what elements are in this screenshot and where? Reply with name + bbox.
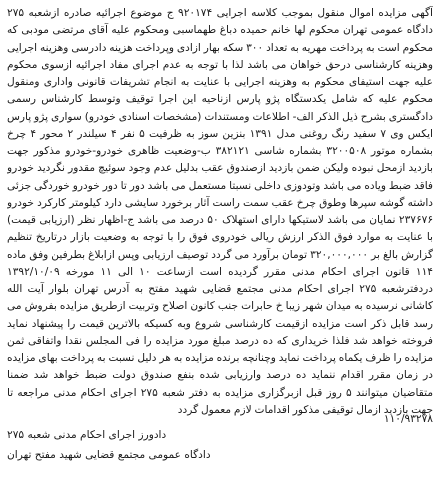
signature-title: دادورز اجرای احکام مدنی شعبه ۲۷۵	[7, 429, 167, 441]
notice-footer	[7, 413, 433, 477]
signature-court: دادگاه عمومی مجتمع قضایی شهید مفتح تهران	[7, 449, 211, 461]
reference-number: ۱۱۰/۹۳۲۷۸	[383, 413, 433, 425]
notice-body: آگهی مزایده اموال منقول بموجب کلاسه اجرایی ۹۲۰۱۷۴ ج موضوع اجرائیه صادره ازشعبه ۲۷۵ دادگاه عمومی تهران محکوم لها خانم حمیده دباغ طهماسبی ومحکوم علیه آقای مرتضی مودبی که محکوم است به پرداخت مهریه به تعداد ۳۰۰ سکه بهار ازادی وپرداخت هزینه دادرسی وهزینه اجرایی وهزینه کارشناسی درحق خواهان می باشد لذا با توجه به عدم اجرای مفاد اجرائیه ازسوی محکوم علیه جهت استیفای محکوم به وهزینه اجرایی با عنایت به انجام تشریفات قانونی واداری ومنقول محکوم علیه که شامل یکدستگاه پژو پارس ازناحیه این اجرا توقیف وتوسط کارشناس رسمی دادگستری بشرح ذیل الذکر الف- اطلاعات ومستندات (مشخصات اسنادی خودرو) سواری پژو پارس ایکس وی ۷ سفید رنگ روغنی مدل ۱۳۹۱ بنزین سوز به ظرفیت ۵ نفر ۴ سیلندر ۲ محور ۴ چرخ بشماره موتور ۳۲۰۰۵۰۸ بشماره شاسی ۳۸۲۱۲۱ ب-وضعیت ظاهری خودرو-خودرو مذکور جهت بازدید ازمحل نبوده ولیکن ضمن بازدید ازصندوق عقب بدلیل عدم وجود سوئیچ مقدور نگردید خودرو فاقد ضبط ویاده می باشد وتودوزی داخلی نسبتا مستعمل می باشد دور تا دور خودرو خوردگی جزئی داشته گوشه سپرها وطوق چرخ عقب سمت راست آثار برخورد سایشی دارد کیلومتر کارکرد خودرو ۲۳۷۶۷۶ نمایان می باشد لاستیکها دارای استهلاک ۵۰ درصد می باشد ج-اظهار نظر (ارزیابی قیمت) با عنایت به موارد فوق الذکر ارزش ریالی خودروی فوق را با توجه به وضعیت بازار درتاریخ تنظیم گزارش بالغ بر ۳۲۰,۰۰۰,۰۰۰ تومان برآورد می گردد توصیف ارزیابی وپس ازابلاغ بطرفین وفق ماده ۱۱۴ قانون اجرای احکام مدنی مقرر گردیده است ازساعت ۱۰ الی ۱۱ مورخه ۱۳۹۲/۱۰/۰۹ دردفترشعبه ۲۷۵ اجرای احکام مدنی مجتمع قضایی شهید مفتح به آدرس تهران بلوار آیت الله کاشانی نرسیده به میدان شهر زیبا خ حابرات جنب کانون اصلاح وتربیت ازطریق مزایده بفروش می رسد قابل ذکر است مزایده ازقیمت کارشناسی شروع وبه کسیکه بالاترین قیمت را پیشنهاد نماید فروخته خواهد شد فلذا خریداری که ده درصد مبلغ مورد مزایده را فی المجلس نقدا واتفاقی ثمن مزایده را ظرف یکماه پرداخت نماید وچنانچه برنده مزایده به هر دلیل نسبت به پرداخت بهای مزایده در زمان مقرر اقدام ننماید ده درصد وارزیابی شده بنفع صندوق دولت ضبط خواهد شد ضمنا متقاضیان میتوانند ۵ روز قبل ازبرگزاری مزایده به دفتر شعبه ۲۷۵ اجرای احکام مدنی مراجعه تا جهت بازدید ازمال توقیفی مذکور اقدامات لازم معمول گردد	[7, 7, 433, 416]
